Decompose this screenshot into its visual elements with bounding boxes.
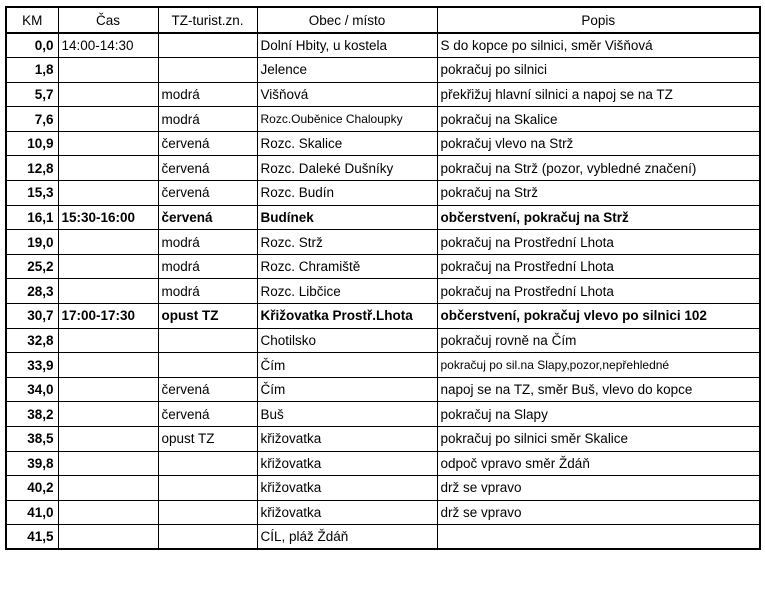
time-cell [58,353,158,378]
desc-cell: napoj se na TZ, směr Buš, vlevo do kopce [437,377,760,402]
time-cell [58,525,158,550]
km-cell: 19,0 [6,230,58,255]
time-cell [58,279,158,304]
km-cell: 16,1 [6,205,58,230]
table-row [6,254,760,279]
place-cell: Rozc. Skalice [257,131,437,156]
table-row [6,328,760,353]
km-cell: 7,6 [6,107,58,132]
time-cell [58,156,158,181]
table-row [6,107,760,132]
time-cell [58,500,158,525]
place-cell: Rozc. Strž [257,230,437,255]
table-row [6,476,760,501]
place-cell: Jelence [257,58,437,83]
tz-cell [158,451,257,476]
table-row [6,402,760,427]
km-cell: 41,0 [6,500,58,525]
place-cell: Dolní Hbity, u kostela [257,33,437,58]
time-cell [58,451,158,476]
header-km: KM [6,7,58,33]
place-cell: Rozc. Daleké Dušníky [257,156,437,181]
km-cell: 15,3 [6,181,58,206]
km-cell: 41,5 [6,525,58,550]
table-body [6,33,760,549]
tz-cell: červená [158,377,257,402]
tz-cell: červená [158,181,257,206]
table-row [6,304,760,329]
route-table [5,6,761,550]
tz-cell [158,476,257,501]
place-cell: křižovatka [257,451,437,476]
desc-cell: pokračuj po sil.na Slapy,pozor,nepřehledné [437,353,760,378]
table-row [6,427,760,452]
tz-cell: červená [158,402,257,427]
km-cell: 34,0 [6,377,58,402]
km-cell: 25,2 [6,254,58,279]
tz-cell: modrá [158,279,257,304]
tz-cell: modrá [158,107,257,132]
desc-cell: pokračuj na Skalice [437,107,760,132]
km-cell: 12,8 [6,156,58,181]
table-row [6,525,760,550]
tz-cell: opust TZ [158,304,257,329]
desc-cell: pokračuj vlevo na Strž [437,131,760,156]
km-cell: 40,2 [6,476,58,501]
table-row [6,131,760,156]
time-cell: 15:30-16:00 [58,205,158,230]
place-cell: Chotilsko [257,328,437,353]
desc-cell: pokračuj rovně na Čím [437,328,760,353]
desc-cell: drž se vpravo [437,500,760,525]
km-cell: 1,8 [6,58,58,83]
tz-cell [158,500,257,525]
tz-cell [158,58,257,83]
place-cell: Křižovatka Prostř.Lhota [257,304,437,329]
place-cell: Rozc. Budín [257,181,437,206]
time-cell [58,254,158,279]
tz-cell: modrá [158,254,257,279]
desc-cell: občerstvení, pokračuj na Strž [437,205,760,230]
desc-cell: drž se vpravo [437,476,760,501]
tz-cell: červená [158,156,257,181]
table-row [6,377,760,402]
km-cell: 0,0 [6,33,58,58]
tz-cell: modrá [158,82,257,107]
time-cell [58,131,158,156]
time-cell [58,476,158,501]
tz-cell: opust TZ [158,427,257,452]
time-cell: 17:00-17:30 [58,304,158,329]
desc-cell: pokračuj na Strž (pozor, vybledné značení) [437,156,760,181]
time-cell [58,230,158,255]
place-cell: křižovatka [257,500,437,525]
tz-cell [158,328,257,353]
desc-cell: pokračuj na Slapy [437,402,760,427]
time-cell [58,427,158,452]
time-cell [58,107,158,132]
tz-cell [158,525,257,550]
place-cell: Budínek [257,205,437,230]
desc-cell: překřižuj hlavní silnici a napoj se na TZ [437,82,760,107]
km-cell: 38,5 [6,427,58,452]
place-cell: Višňová [257,82,437,107]
km-cell: 33,9 [6,353,58,378]
km-cell: 5,7 [6,82,58,107]
place-cell: Rozc.Ouběnice Chaloupky [257,107,437,132]
place-cell: Buš [257,402,437,427]
table-row [6,82,760,107]
km-cell: 10,9 [6,131,58,156]
time-cell [58,328,158,353]
place-cell: CÍL, pláž Ždáň [257,525,437,550]
place-cell: křižovatka [257,476,437,501]
table-row [6,33,760,58]
tz-cell [158,353,257,378]
header-tz: TZ-turist.zn. [158,7,257,33]
table-row [6,230,760,255]
time-cell [58,58,158,83]
desc-cell [437,525,760,550]
time-cell [58,82,158,107]
desc-cell: pokračuj na Prostřední Lhota [437,254,760,279]
header-desc: Popis [437,7,760,33]
header-place: Obec / místo [257,7,437,33]
km-cell: 28,3 [6,279,58,304]
route-table-sheet [5,6,759,550]
table-row [6,279,760,304]
desc-cell: pokračuj na Prostřední Lhota [437,279,760,304]
tz-cell: modrá [158,230,257,255]
place-cell: Rozc. Chramiště [257,254,437,279]
km-cell: 39,8 [6,451,58,476]
tz-cell: červená [158,205,257,230]
desc-cell: pokračuj po silnici [437,58,760,83]
desc-cell: pokračuj na Strž [437,181,760,206]
desc-cell: S do kopce po silnici, směr Višňová [437,33,760,58]
time-cell [58,377,158,402]
table-row [6,500,760,525]
tz-cell [158,33,257,58]
table-row [6,353,760,378]
header-time: Čas [58,7,158,33]
time-cell: 14:00-14:30 [58,33,158,58]
place-cell: Rozc. Libčice [257,279,437,304]
desc-cell: pokračuj na Prostřední Lhota [437,230,760,255]
desc-cell: pokračuj po silnici směr Skalice [437,427,760,452]
place-cell: Čím [257,353,437,378]
table-row [6,156,760,181]
time-cell [58,402,158,427]
place-cell: křižovatka [257,427,437,452]
km-cell: 32,8 [6,328,58,353]
tz-cell: červená [158,131,257,156]
km-cell: 38,2 [6,402,58,427]
table-row [6,451,760,476]
desc-cell: občerstvení, pokračuj vlevo po silnici 102 [437,304,760,329]
desc-cell: odpoč vpravo směr Ždáň [437,451,760,476]
table-row [6,205,760,230]
header-row [6,7,760,33]
place-cell: Čím [257,377,437,402]
time-cell [58,181,158,206]
km-cell: 30,7 [6,304,58,329]
table-row [6,58,760,83]
table-row [6,181,760,206]
